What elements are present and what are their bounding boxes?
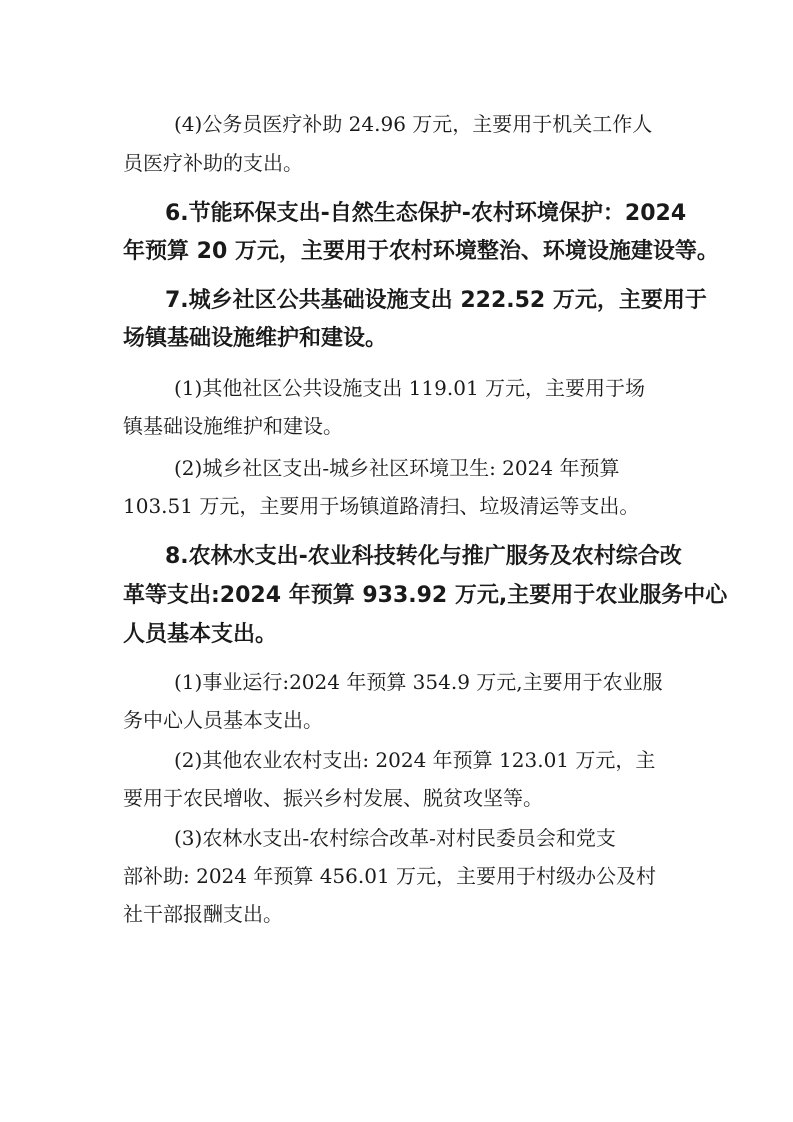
paragraph-7-2-line-2: 103.51 万元，主要用于场镇道路清扫、垃圾清运等支出。 — [123, 494, 640, 518]
paragraph-8-2-line-2: 要用于农民增收、振兴乡村发展、脱贫攻坚等。 — [123, 786, 543, 810]
paragraph-7-1-line-2: 镇基础设施维护和建设。 — [123, 414, 343, 438]
paragraph-8-1-line-2: 务中心人员基本支出。 — [123, 708, 323, 732]
paragraph-8-2-line-1: (2)其他农业农村支出: 2024 年预算 123.01 万元，主 — [174, 748, 656, 772]
paragraph-8-1-line-1: (1)事业运行:2024 年预算 354.9 万元,主要用于农业服 — [174, 670, 663, 694]
paragraph-8-3-line-2: 部补助: 2024 年预算 456.01 万元，主要用于村级办公及村 — [123, 864, 657, 888]
paragraph-7-2-line-1: (2)城乡社区支出-城乡社区环境卫生: 2024 年预算 — [174, 456, 620, 480]
paragraph-1-line-2: 员医疗补助的支出。 — [123, 151, 303, 175]
heading-8-line-3: 人员基本支出。 — [123, 622, 278, 647]
paragraph-1-line-1: (4)公务员医疗补助 24.96 万元，主要用于机关工作人 — [174, 112, 653, 136]
paragraph-8-3-line-3: 社干部报酬支出。 — [123, 902, 283, 926]
paragraph-7-1-line-1: (1)其他社区公共设施支出 119.01 万元，主要用于场 — [174, 376, 646, 400]
paragraph-8-3-line-1: (3)农林水支出-农村综合改革-对村民委员会和党支 — [174, 826, 616, 850]
heading-6-line-2: 年预算 20 万元，主要用于农村环境整治、环境设施建设等。 — [123, 239, 719, 264]
heading-6-line-1: 6.节能环保支出-自然生态保护-农村环境保护：2024 — [165, 201, 687, 226]
heading-7-line-2: 场镇基础设施维护和建设。 — [123, 326, 388, 351]
heading-8-line-2: 革等支出:2024 年预算 933.92 万元,主要用于农业服务中心 — [123, 583, 728, 608]
heading-7-line-1: 7.城乡社区公共基础设施支出 222.52 万元，主要用于 — [165, 288, 707, 313]
heading-8-line-1: 8.农林水支出-农业科技转化与推广服务及农村综合改 — [165, 544, 682, 569]
